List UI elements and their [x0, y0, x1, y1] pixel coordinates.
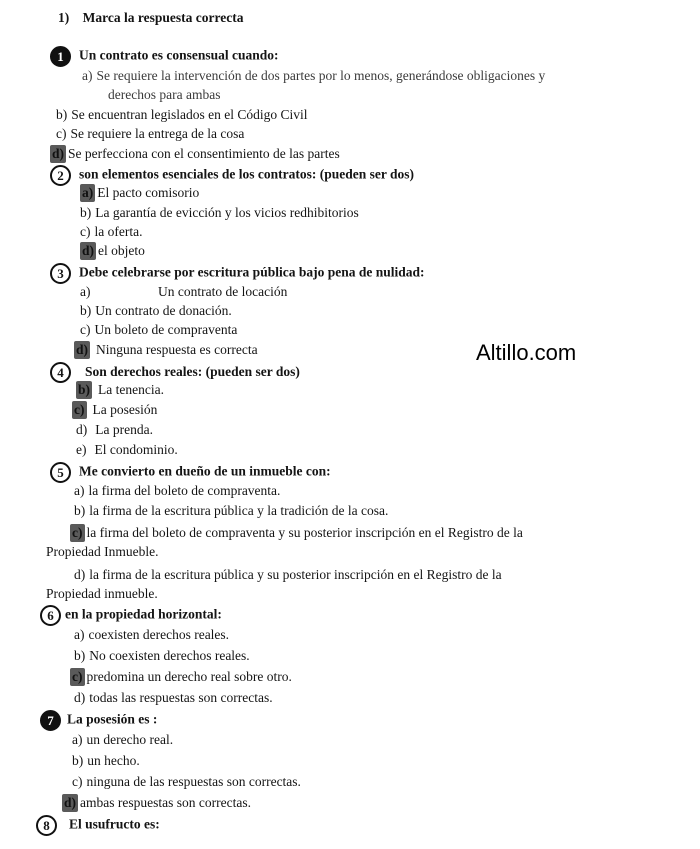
q4-option-b	[76, 381, 164, 399]
question-6	[40, 605, 222, 626]
marked-answer-letter: a)	[82, 185, 94, 200]
question-7-number: 7	[40, 710, 61, 731]
q5-option-a	[74, 482, 280, 500]
question-4-text: Son derechos reales: (pueden ser dos)	[85, 363, 300, 379]
q3-option-b	[80, 302, 232, 320]
marked-answer-letter: c)	[74, 402, 85, 417]
option-text: El condominio.	[94, 442, 178, 457]
question-4-number: 4	[50, 362, 71, 383]
question-7-text: La posesión es :	[67, 711, 158, 727]
option-text: coexisten derechos reales.	[88, 627, 230, 642]
option-letter: b)	[80, 205, 92, 220]
option-text: La garantía de evicción y los vicios redhibitorios	[95, 205, 359, 220]
question-3-number: 3	[50, 263, 71, 284]
option-text: la firma del boleto de compraventa.	[88, 483, 281, 498]
option-text: la firma de la escritura pública y su posterior inscripción en el Registro de la	[89, 567, 502, 582]
option-text: predomina un derecho real sobre otro.	[86, 669, 292, 684]
option-letter: d)	[74, 690, 86, 705]
q4-option-e	[76, 441, 178, 459]
option-letter: a)	[82, 68, 93, 83]
question-6-number: 6	[40, 605, 61, 626]
question-8	[36, 815, 160, 836]
option-text: La posesión	[92, 402, 158, 417]
marked-answer-letter: d)	[82, 243, 95, 258]
marked-answer-letter: b)	[78, 382, 91, 397]
q2-option-a	[80, 184, 199, 202]
option-letter: b)	[80, 303, 92, 318]
option-text: Se requiere la intervención de dos partes por lo menos, generándose obligaciones y	[96, 68, 546, 83]
option-text: ambas respuestas son correctas.	[80, 795, 251, 810]
question-1	[50, 46, 279, 67]
question-8-text: El usufructo es:	[69, 816, 160, 832]
option-letter: e)	[76, 442, 87, 457]
q5-option-d	[74, 566, 502, 584]
option-text: Se requiere la entrega de la cosa	[70, 126, 245, 141]
option-text: un hecho.	[87, 753, 140, 768]
option-text: No coexisten derechos reales.	[89, 648, 250, 663]
q6-option-d	[74, 689, 273, 707]
header-title: Marca la respuesta correcta	[82, 10, 244, 25]
option-letter: a)	[80, 284, 91, 299]
option-text: la firma de la escritura pública y la tradición de la cosa.	[89, 503, 389, 518]
question-7	[40, 710, 157, 731]
exam-header	[58, 9, 243, 27]
option-text: El pacto comisorio	[97, 185, 200, 200]
q2-option-c	[80, 223, 142, 241]
option-letter: c)	[80, 322, 91, 337]
marked-answer-letter: d)	[52, 146, 65, 161]
option-text: todas las respuestas son correctas.	[89, 690, 273, 705]
option-text: Se encuentran legislados en el Código Civil	[71, 107, 308, 122]
question-2-number: 2	[50, 165, 71, 186]
marked-answer-letter: c)	[72, 669, 83, 684]
question-4	[50, 362, 300, 383]
option-text: la firma del boleto de compraventa y su posterior inscripción en el Registro de la	[86, 525, 523, 540]
q5-option-b	[74, 502, 388, 520]
option-letter: c)	[72, 774, 83, 789]
option-text: un derecho real.	[86, 732, 174, 747]
marked-answer-letter: d)	[64, 795, 77, 810]
option-letter: b)	[72, 753, 84, 768]
option-text: ninguna de las respuestas son correctas.	[86, 774, 301, 789]
q5-option-c	[70, 524, 523, 542]
option-text: Se perfecciona con el consentimiento de las partes	[68, 146, 340, 161]
marked-answer-letter: d)	[76, 342, 89, 357]
option-text: La tenencia.	[98, 382, 164, 397]
q4-option-d	[76, 421, 153, 439]
option-text: Ninguna respuesta es correcta	[96, 342, 258, 357]
q1-option-c	[56, 125, 244, 143]
q2-option-d	[80, 242, 145, 260]
q3-option-a	[80, 283, 287, 301]
option-letter: a)	[72, 732, 83, 747]
option-text: Un boleto de compraventa	[94, 322, 238, 337]
q7-option-b	[72, 752, 140, 770]
question-5-text: Me convierto en dueño de un inmueble con:	[79, 463, 331, 479]
q3-option-d	[74, 341, 258, 359]
option-text: la oferta.	[94, 224, 143, 239]
question-5-number: 5	[50, 462, 71, 483]
watermark-text: Altillo.com	[476, 340, 577, 365]
question-2-text: son elementos esenciales de los contratos: (pueden ser dos)	[79, 166, 414, 182]
option-text: Un contrato de donación.	[95, 303, 232, 318]
q7-option-c	[72, 773, 301, 791]
q4-option-c	[72, 401, 157, 419]
option-letter: d)	[74, 567, 86, 582]
q2-option-b	[80, 204, 359, 222]
option-text: Un contrato de locación	[158, 284, 288, 299]
option-text: La prenda.	[95, 422, 153, 437]
q6-option-a	[74, 626, 229, 644]
marked-answer-letter: c)	[72, 525, 83, 540]
option-text: el objeto	[98, 243, 145, 258]
question-1-number: 1	[50, 46, 71, 67]
option-letter: a)	[74, 483, 85, 498]
option-letter: d)	[76, 422, 88, 437]
q6-option-c	[70, 668, 292, 686]
q6-option-b	[74, 647, 250, 665]
question-8-number: 8	[36, 815, 57, 836]
q5-option-c-cont	[46, 543, 158, 561]
question-3	[50, 263, 425, 284]
q1-option-a	[82, 67, 545, 85]
option-letter: c)	[56, 126, 67, 141]
q7-option-a	[72, 731, 173, 749]
option-letter: c)	[80, 224, 91, 239]
q1-option-b	[56, 106, 307, 124]
question-5	[50, 462, 331, 483]
question-3-text: Debe celebrarse por escritura pública bajo pena de nulidad:	[79, 264, 425, 280]
q1-option-d	[50, 145, 340, 163]
question-6-text: en la propiedad horizontal:	[65, 606, 222, 622]
question-2	[50, 165, 414, 186]
header-number: 1)	[58, 10, 70, 25]
option-letter: b)	[74, 503, 86, 518]
question-1-text: Un contrato es consensual cuando:	[79, 47, 279, 63]
option-text: Propiedad Inmueble.	[46, 544, 159, 559]
q3-option-c	[80, 321, 237, 339]
option-text: derechos para ambas	[108, 87, 221, 102]
option-letter: a)	[74, 627, 85, 642]
q5-option-d-cont	[46, 585, 158, 603]
q7-option-d	[62, 794, 251, 812]
option-text: Propiedad inmueble.	[46, 586, 158, 601]
option-letter: b)	[74, 648, 86, 663]
q1-option-a-cont	[108, 86, 220, 104]
option-letter: b)	[56, 107, 68, 122]
